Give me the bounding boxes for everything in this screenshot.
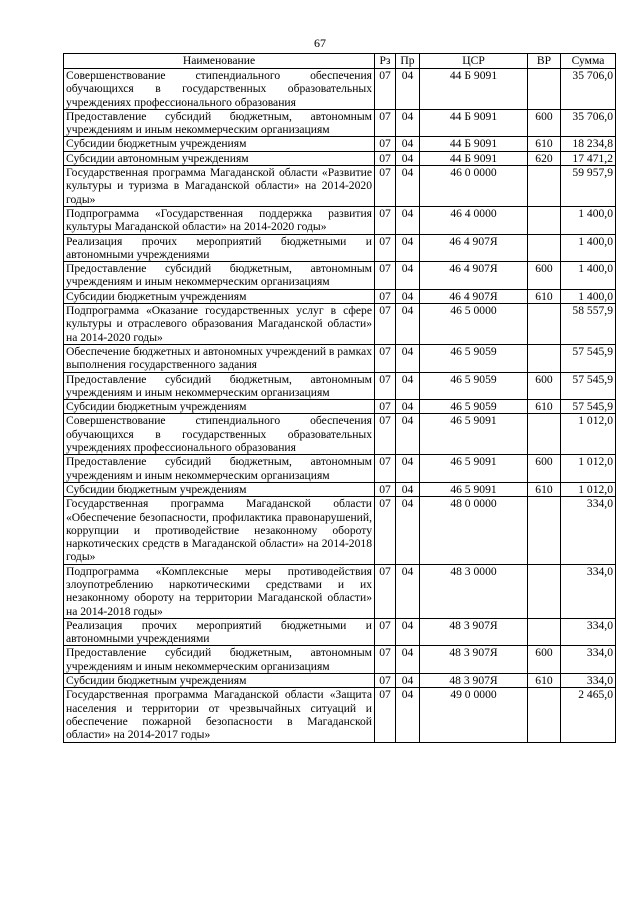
cell-name: Предоставление субсидий бюджетным, автономным учреждениям и иным некоммерческим организациям — [64, 455, 375, 483]
cell-pr: 04 — [396, 400, 420, 414]
table-row — [64, 304, 616, 345]
cell-vr — [528, 69, 561, 110]
cell-pr: 04 — [396, 372, 420, 400]
cell-pr: 04 — [396, 262, 420, 290]
cell-vr — [528, 344, 561, 372]
cell-pr: 04 — [396, 166, 420, 207]
cell-pr: 04 — [396, 69, 420, 110]
table-row — [64, 137, 616, 151]
cell-csr: 46 5 9091 — [420, 414, 528, 455]
cell-rz: 07 — [375, 564, 396, 618]
cell-csr: 48 0 0000 — [420, 497, 528, 564]
cell-vr: 600 — [528, 262, 561, 290]
cell-vr — [528, 206, 561, 234]
cell-rz: 07 — [375, 482, 396, 496]
cell-name: Обеспечение бюджетных и автономных учреждений в рамках выполнения государственного задания — [64, 344, 375, 372]
cell-name: Государственная программа Магаданской области «Развитие культуры и туризма в Магаданской области» на 2014-2020 годы» — [64, 166, 375, 207]
cell-pr: 04 — [396, 674, 420, 688]
cell-sum: 1 400,0 — [561, 206, 616, 234]
cell-pr: 04 — [396, 137, 420, 151]
cell-vr — [528, 304, 561, 345]
cell-vr: 610 — [528, 482, 561, 496]
cell-vr — [528, 234, 561, 262]
header-csr: ЦСР — [420, 54, 528, 69]
cell-name: Предоставление субсидий бюджетным, автономным учреждениям и иным некоммерческим организациям — [64, 646, 375, 674]
cell-csr: 46 5 9091 — [420, 482, 528, 496]
cell-csr: 48 3 907Я — [420, 674, 528, 688]
cell-sum: 334,0 — [561, 564, 616, 618]
table-row — [64, 109, 616, 137]
cell-sum: 35 706,0 — [561, 69, 616, 110]
cell-rz: 07 — [375, 109, 396, 137]
cell-rz: 07 — [375, 69, 396, 110]
cell-sum: 334,0 — [561, 674, 616, 688]
cell-csr: 44 Б 9091 — [420, 109, 528, 137]
cell-sum: 57 545,9 — [561, 372, 616, 400]
cell-name: Субсидии бюджетным учреждениям — [64, 482, 375, 496]
cell-name: Совершенствование стипендиального обеспечения обучающихся в государственных образовательных учреждениях профессионального образования — [64, 414, 375, 455]
cell-sum: 35 706,0 — [561, 109, 616, 137]
cell-sum: 57 545,9 — [561, 344, 616, 372]
cell-name: Предоставление субсидий бюджетным, автономным учреждениям и иным некоммерческим организациям — [64, 262, 375, 290]
cell-sum: 58 557,9 — [561, 304, 616, 345]
cell-vr — [528, 414, 561, 455]
cell-pr: 04 — [396, 497, 420, 564]
cell-sum: 1 400,0 — [561, 289, 616, 303]
cell-csr: 48 3 907Я — [420, 618, 528, 646]
cell-name: Государственная программа Магаданской области «Обеспечение безопасности, профилактика правонарушений, коррупции и противодействие незаконному обороту наркотических средств в Магаданской области» на 2014-2018 годы» — [64, 497, 375, 564]
cell-sum: 1 400,0 — [561, 234, 616, 262]
cell-csr: 44 Б 9091 — [420, 137, 528, 151]
cell-csr: 46 5 0000 — [420, 304, 528, 345]
header-pr: Пр — [396, 54, 420, 69]
cell-csr: 48 3 0000 — [420, 564, 528, 618]
table-row — [64, 646, 616, 674]
table-row — [64, 234, 616, 262]
cell-pr: 04 — [396, 206, 420, 234]
cell-pr: 04 — [396, 618, 420, 646]
cell-pr: 04 — [396, 234, 420, 262]
cell-csr: 44 Б 9091 — [420, 69, 528, 110]
cell-vr — [528, 497, 561, 564]
table-row — [64, 564, 616, 618]
cell-sum: 334,0 — [561, 646, 616, 674]
cell-pr: 04 — [396, 109, 420, 137]
table-row — [64, 69, 616, 110]
cell-name: Субсидии бюджетным учреждениям — [64, 400, 375, 414]
cell-rz: 07 — [375, 151, 396, 165]
cell-csr: 46 4 0000 — [420, 206, 528, 234]
cell-vr — [528, 618, 561, 646]
cell-sum: 57 545,9 — [561, 400, 616, 414]
cell-vr: 600 — [528, 109, 561, 137]
cell-csr: 46 5 9059 — [420, 344, 528, 372]
cell-rz: 07 — [375, 206, 396, 234]
cell-name: Подпрограмма «Оказание государственных услуг в сфере культуры и отраслевого образования Магаданской области» на 2014-2020 годы» — [64, 304, 375, 345]
cell-sum: 59 957,9 — [561, 166, 616, 207]
header-name: Наименование — [64, 54, 375, 69]
budget-table — [63, 53, 616, 743]
table-row — [64, 618, 616, 646]
cell-rz: 07 — [375, 137, 396, 151]
cell-pr: 04 — [396, 414, 420, 455]
cell-name: Государственная программа Магаданской области «Защита населения и территории от чрезвычайных ситуаций и обеспечение пожарной безопасности в Магаданской области» на 2014-2017 годы» — [64, 688, 375, 742]
table-row — [64, 289, 616, 303]
cell-csr: 46 5 9059 — [420, 372, 528, 400]
table-row — [64, 262, 616, 290]
table-row — [64, 497, 616, 564]
table-row — [64, 372, 616, 400]
cell-sum: 1 400,0 — [561, 262, 616, 290]
cell-rz: 07 — [375, 166, 396, 207]
cell-vr: 610 — [528, 289, 561, 303]
cell-name: Субсидии бюджетным учреждениям — [64, 289, 375, 303]
cell-vr: 610 — [528, 137, 561, 151]
cell-csr: 44 Б 9091 — [420, 151, 528, 165]
cell-name: Подпрограмма «Комплексные меры противодействия злоупотреблению наркотическими средствами и их незаконному обороту на территории Магаданской области» на 2014-2018 годы» — [64, 564, 375, 618]
cell-csr: 46 0 0000 — [420, 166, 528, 207]
cell-csr: 46 5 9091 — [420, 455, 528, 483]
cell-name: Субсидии бюджетным учреждениям — [64, 674, 375, 688]
cell-name: Субсидии автономным учреждениям — [64, 151, 375, 165]
cell-rz: 07 — [375, 674, 396, 688]
cell-name: Реализация прочих мероприятий бюджетными и автономными учреждениями — [64, 618, 375, 646]
cell-name: Субсидии бюджетным учреждениям — [64, 137, 375, 151]
cell-sum: 334,0 — [561, 497, 616, 564]
header-rz: Рз — [375, 54, 396, 69]
cell-rz: 07 — [375, 497, 396, 564]
table-header-row — [64, 54, 616, 69]
table-row — [64, 674, 616, 688]
cell-sum: 2 465,0 — [561, 688, 616, 742]
cell-csr: 46 4 907Я — [420, 289, 528, 303]
table-row — [64, 482, 616, 496]
cell-pr: 04 — [396, 151, 420, 165]
cell-sum: 17 471,2 — [561, 151, 616, 165]
cell-sum: 334,0 — [561, 618, 616, 646]
cell-csr: 46 4 907Я — [420, 234, 528, 262]
header-sum: Сумма — [561, 54, 616, 69]
cell-rz: 07 — [375, 688, 396, 742]
cell-csr: 49 0 0000 — [420, 688, 528, 742]
cell-pr: 04 — [396, 289, 420, 303]
cell-rz: 07 — [375, 344, 396, 372]
table-row — [64, 455, 616, 483]
cell-vr: 600 — [528, 455, 561, 483]
table-row — [64, 400, 616, 414]
cell-name: Предоставление субсидий бюджетным, автономным учреждениям и иным некоммерческим организациям — [64, 109, 375, 137]
table-row — [64, 151, 616, 165]
cell-rz: 07 — [375, 262, 396, 290]
cell-vr — [528, 564, 561, 618]
cell-name: Совершенствование стипендиального обеспечения обучающихся в государственных образовательных учреждениях профессионального образования — [64, 69, 375, 110]
cell-name: Предоставление субсидий бюджетным, автономным учреждениям и иным некоммерческим организациям — [64, 372, 375, 400]
cell-pr: 04 — [396, 344, 420, 372]
cell-vr: 600 — [528, 372, 561, 400]
cell-pr: 04 — [396, 564, 420, 618]
cell-rz: 07 — [375, 646, 396, 674]
header-vr: ВР — [528, 54, 561, 69]
cell-pr: 04 — [396, 646, 420, 674]
table-row — [64, 344, 616, 372]
cell-csr: 46 5 9059 — [420, 400, 528, 414]
cell-sum: 1 012,0 — [561, 414, 616, 455]
table-row — [64, 688, 616, 742]
cell-pr: 04 — [396, 688, 420, 742]
cell-vr: 620 — [528, 151, 561, 165]
table-row — [64, 166, 616, 207]
cell-vr: 610 — [528, 400, 561, 414]
cell-rz: 07 — [375, 372, 396, 400]
cell-vr: 610 — [528, 674, 561, 688]
cell-vr: 600 — [528, 646, 561, 674]
cell-name: Подпрограмма «Государственная поддержка развития культуры Магаданской области» на 2014-2020 годы» — [64, 206, 375, 234]
cell-name: Реализация прочих мероприятий бюджетными и автономными учреждениями — [64, 234, 375, 262]
page-number: 67 — [314, 36, 326, 50]
cell-csr: 46 4 907Я — [420, 262, 528, 290]
cell-pr: 04 — [396, 455, 420, 483]
cell-rz: 07 — [375, 234, 396, 262]
cell-rz: 07 — [375, 455, 396, 483]
table-row — [64, 414, 616, 455]
cell-pr: 04 — [396, 482, 420, 496]
cell-sum: 1 012,0 — [561, 455, 616, 483]
cell-rz: 07 — [375, 618, 396, 646]
cell-vr — [528, 166, 561, 207]
cell-csr: 48 3 907Я — [420, 646, 528, 674]
cell-sum: 1 012,0 — [561, 482, 616, 496]
table-row — [64, 206, 616, 234]
cell-sum: 18 234,8 — [561, 137, 616, 151]
cell-rz: 07 — [375, 289, 396, 303]
cell-pr: 04 — [396, 304, 420, 345]
cell-rz: 07 — [375, 304, 396, 345]
cell-rz: 07 — [375, 400, 396, 414]
cell-vr — [528, 688, 561, 742]
cell-rz: 07 — [375, 414, 396, 455]
